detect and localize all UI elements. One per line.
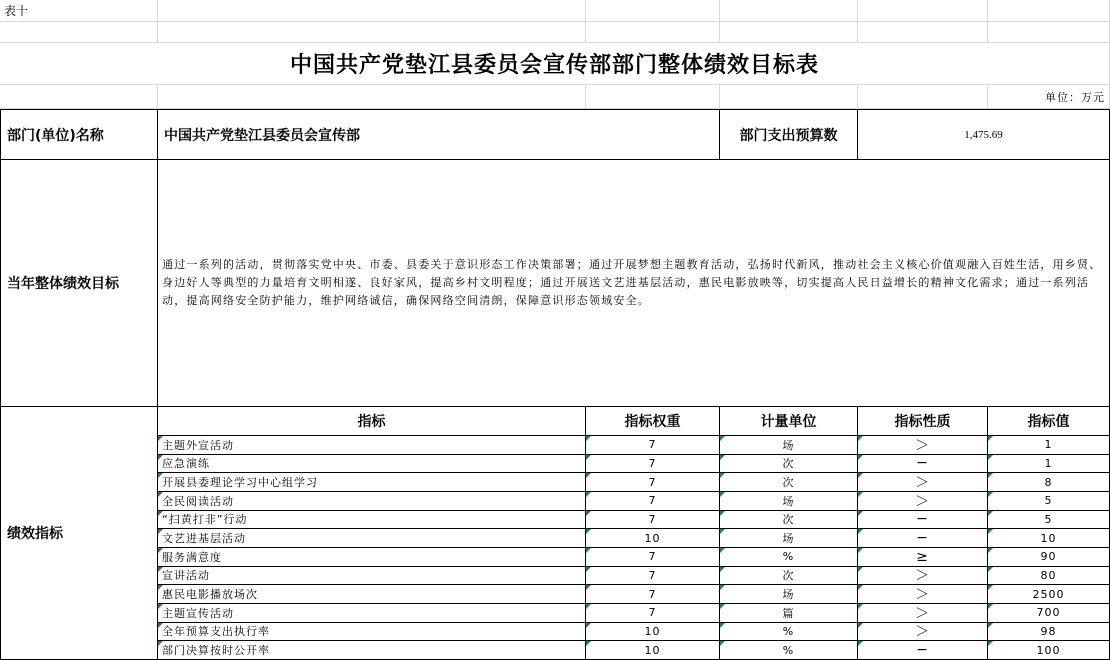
indicator-cell[interactable]: 服务满意度 — [158, 548, 586, 567]
unit-cell[interactable]: % — [720, 548, 858, 567]
empty-cell[interactable] — [586, 22, 720, 43]
nature-cell[interactable]: ＞ — [858, 623, 988, 642]
unit-cell[interactable]: 次 — [720, 455, 858, 474]
nature-cell[interactable]: ＞ — [858, 567, 988, 586]
value-cell[interactable]: 100 — [988, 641, 1110, 660]
value-cell[interactable]: 98 — [988, 623, 1110, 642]
indicator-cell[interactable]: 全年预算支出执行率 — [158, 623, 586, 642]
empty-cell[interactable] — [720, 85, 858, 109]
indicator-cell[interactable]: 文艺进基层活动 — [158, 529, 586, 548]
nature-cell[interactable]: ＞ — [858, 436, 988, 455]
indicator-cell[interactable]: 应急演练 — [158, 455, 586, 474]
empty-cell[interactable] — [988, 22, 1110, 43]
indicator-cell[interactable]: 宣讲活动 — [158, 567, 586, 586]
empty-cell[interactable] — [720, 22, 858, 43]
dept-label[interactable]: 部门(单位)名称 — [0, 109, 158, 160]
unit-cell[interactable]: 场 — [720, 585, 858, 604]
weight-cell[interactable]: 7 — [586, 585, 720, 604]
weight-cell[interactable]: 7 — [586, 492, 720, 511]
unit-cell[interactable]: % — [720, 623, 858, 642]
nature-cell[interactable]: − — [858, 511, 988, 530]
value-cell[interactable]: 10 — [988, 529, 1110, 548]
empty-cell[interactable] — [158, 0, 586, 22]
unit-cell[interactable]: 次 — [720, 567, 858, 586]
unit-cell[interactable]: % — [720, 641, 858, 660]
empty-cell[interactable] — [988, 0, 1110, 22]
header-indicator[interactable]: 指标 — [158, 407, 586, 436]
indicator-cell[interactable]: 惠民电影播放场次 — [158, 585, 586, 604]
empty-cell[interactable] — [158, 22, 586, 43]
value-cell[interactable]: 80 — [988, 567, 1110, 586]
nature-cell[interactable]: ≥ — [858, 548, 988, 567]
weight-cell[interactable]: 7 — [586, 567, 720, 586]
weight-cell[interactable]: 10 — [586, 623, 720, 642]
nature-cell[interactable]: ＞ — [858, 585, 988, 604]
dept-name[interactable]: 中国共产党垫江县委员会宣传部 — [158, 109, 720, 160]
unit-cell[interactable]: 场 — [720, 529, 858, 548]
indicator-cell[interactable]: 全民阅读活动 — [158, 492, 586, 511]
nature-cell[interactable]: − — [858, 455, 988, 474]
empty-cell[interactable] — [720, 0, 858, 22]
unit-note[interactable]: 单位：万元 — [988, 85, 1110, 109]
empty-cell[interactable] — [586, 0, 720, 22]
indicator-cell[interactable]: “扫黄打非”行动 — [158, 511, 586, 530]
goal-text[interactable]: 通过一系列的活动，贯彻落实党中央、市委、县委关于意识形态工作决策部署；通过开展梦想主题教育活动，弘扬时代新风，推动社会主义核心价值观融入百姓生活，用乡贤、身边好人等典型的力量培育文明相遂、良好家风，提高乡村文明程度；通过开展送文艺进基层活动，惠民电影放映等，切实提高人民日益增长的精神文化需求；通过一系列活动，提高网络安全防护能力，维护网络诚信，确保网络空间清朗，保障意识形态领域安全。 — [158, 160, 1110, 407]
header-unit[interactable]: 计量单位 — [720, 407, 858, 436]
empty-cell[interactable] — [858, 85, 988, 109]
nature-cell[interactable]: ＞ — [858, 492, 988, 511]
weight-cell[interactable]: 7 — [586, 473, 720, 492]
page-title[interactable]: 中国共产党垫江县委员会宣传部部门整体绩效目标表 — [0, 43, 1110, 85]
unit-cell[interactable]: 场 — [720, 492, 858, 511]
value-cell[interactable]: 2500 — [988, 585, 1110, 604]
weight-cell[interactable]: 7 — [586, 455, 720, 474]
empty-cell[interactable] — [586, 85, 720, 109]
header-weight[interactable]: 指标权重 — [586, 407, 720, 436]
value-cell[interactable]: 90 — [988, 548, 1110, 567]
empty-cell[interactable] — [0, 22, 158, 43]
value-cell[interactable]: 700 — [988, 604, 1110, 623]
weight-cell[interactable]: 7 — [586, 436, 720, 455]
value-cell[interactable]: 5 — [988, 511, 1110, 530]
value-cell[interactable]: 1 — [988, 455, 1110, 474]
header-value[interactable]: 指标值 — [988, 407, 1110, 436]
weight-cell[interactable]: 7 — [586, 511, 720, 530]
goal-label[interactable]: 当年整体绩效目标 — [0, 160, 158, 407]
budget-label[interactable]: 部门支出预算数 — [720, 109, 858, 160]
indicator-cell[interactable]: 开展县委理论学习中心组学习 — [158, 473, 586, 492]
weight-cell[interactable]: 7 — [586, 604, 720, 623]
unit-cell[interactable]: 场 — [720, 436, 858, 455]
indicator-cell[interactable]: 主题宣传活动 — [158, 604, 586, 623]
indicator-cell[interactable]: 部门决算按时公开率 — [158, 641, 586, 660]
weight-cell[interactable]: 7 — [586, 548, 720, 567]
nature-cell[interactable]: − — [858, 529, 988, 548]
empty-cell[interactable] — [0, 85, 158, 109]
indicator-cell[interactable]: 主题外宣活动 — [158, 436, 586, 455]
value-cell[interactable]: 1 — [988, 436, 1110, 455]
weight-cell[interactable]: 10 — [586, 529, 720, 548]
budget-value[interactable]: 1,475.69 — [858, 109, 1110, 160]
value-cell[interactable]: 5 — [988, 492, 1110, 511]
unit-cell[interactable]: 次 — [720, 473, 858, 492]
nature-cell[interactable]: ＞ — [858, 473, 988, 492]
header-nature[interactable]: 指标性质 — [858, 407, 988, 436]
unit-cell[interactable]: 次 — [720, 511, 858, 530]
unit-cell[interactable]: 篇 — [720, 604, 858, 623]
nature-cell[interactable]: − — [858, 641, 988, 660]
empty-cell[interactable] — [158, 85, 586, 109]
value-cell[interactable]: 8 — [988, 473, 1110, 492]
table-label[interactable]: 表十 — [0, 0, 158, 22]
weight-cell[interactable]: 10 — [586, 641, 720, 660]
empty-cell[interactable] — [858, 22, 988, 43]
empty-cell[interactable] — [858, 0, 988, 22]
nature-cell[interactable]: ＞ — [858, 604, 988, 623]
perf-label[interactable]: 绩效指标 — [0, 407, 158, 660]
